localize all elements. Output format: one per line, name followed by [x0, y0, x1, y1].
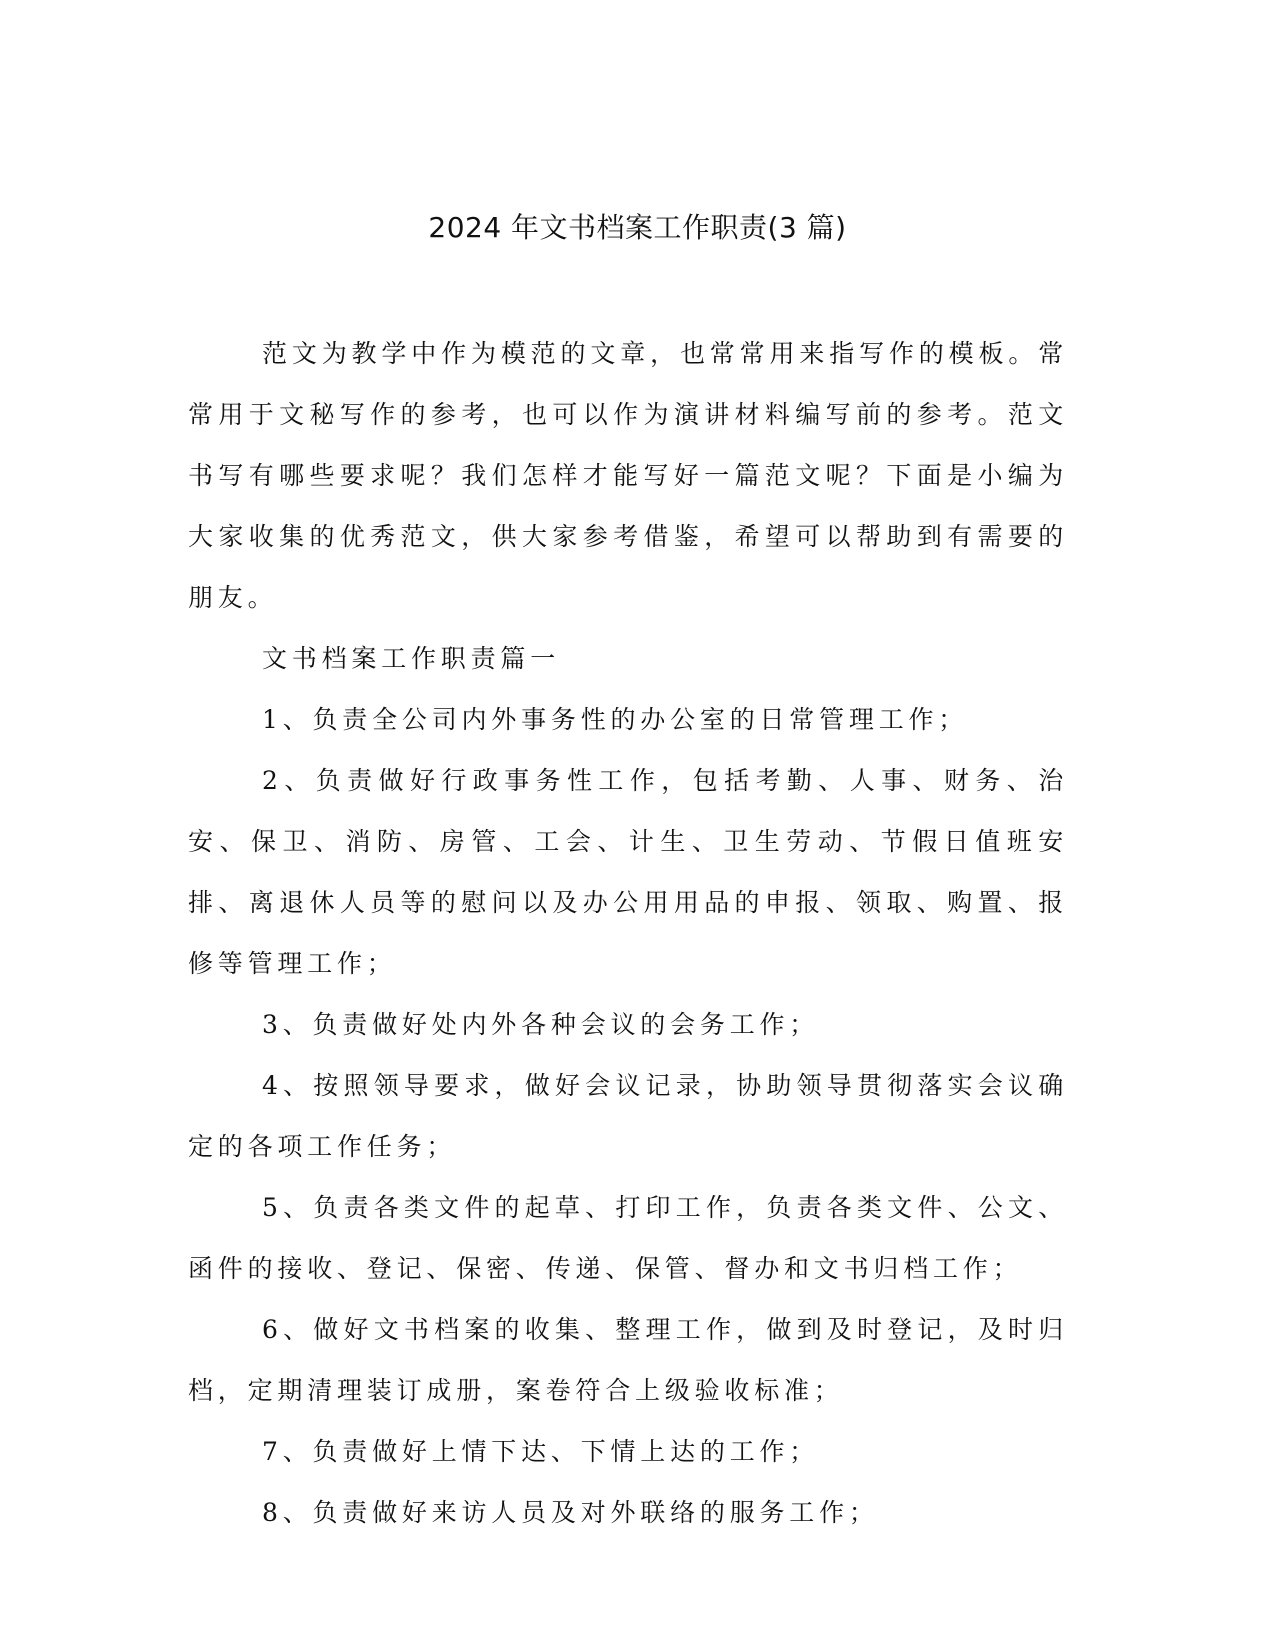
- duty-item-4: 4、按照领导要求，做好会议记录，协助领导贯彻落实会议确定的各项工作任务；: [188, 1071, 1068, 1161]
- document-body: [188, 323, 1068, 1543]
- duty-item-6: 6、做好文书档案的收集、整理工作，做到及时登记，及时归档，定期清理装订成册，案卷符合上级验收标准；: [188, 1315, 1068, 1405]
- intro-paragraph: 范文为教学中作为模范的文章，也常常用来指写作的模板。常常用于文秘写作的参考，也可以作为演讲材料编写前的参考。范文书写有哪些要求呢？我们怎样才能写好一篇范文呢？下面是小编为大家收集的优秀范文，供大家参考借鉴，希望可以帮助到有需要的朋友。: [188, 339, 1068, 612]
- duty-item-7: 7、负责做好上情下达、下情上达的工作；: [262, 1437, 820, 1466]
- duty-item-3: 3、负责做好处内外各种会议的会务工作；: [262, 1010, 820, 1039]
- document-title: 2024 年文书档案工作职责(3 篇): [428, 211, 847, 244]
- duty-item-5: 5、负责各类文件的起草、打印工作，负责各类文件、公文、函件的接收、登记、保密、传递、保管、督办和文书归档工作；: [188, 1193, 1068, 1283]
- duty-item-1: 1、负责全公司内外事务性的办公室的日常管理工作；: [262, 705, 969, 734]
- section-heading: 文书档案工作职责篇一: [262, 644, 561, 673]
- duty-item-8: 8、负责做好来访人员及对外联络的服务工作；: [262, 1498, 879, 1527]
- duty-item-2: 2、负责做好行政事务性工作，包括考勤、人事、财务、治安、保卫、消防、房管、工会、计生、卫生劳动、节假日值班安排、离退休人员等的慰问以及办公用用品的申报、领取、购置、报修等管理工作；: [188, 766, 1068, 978]
